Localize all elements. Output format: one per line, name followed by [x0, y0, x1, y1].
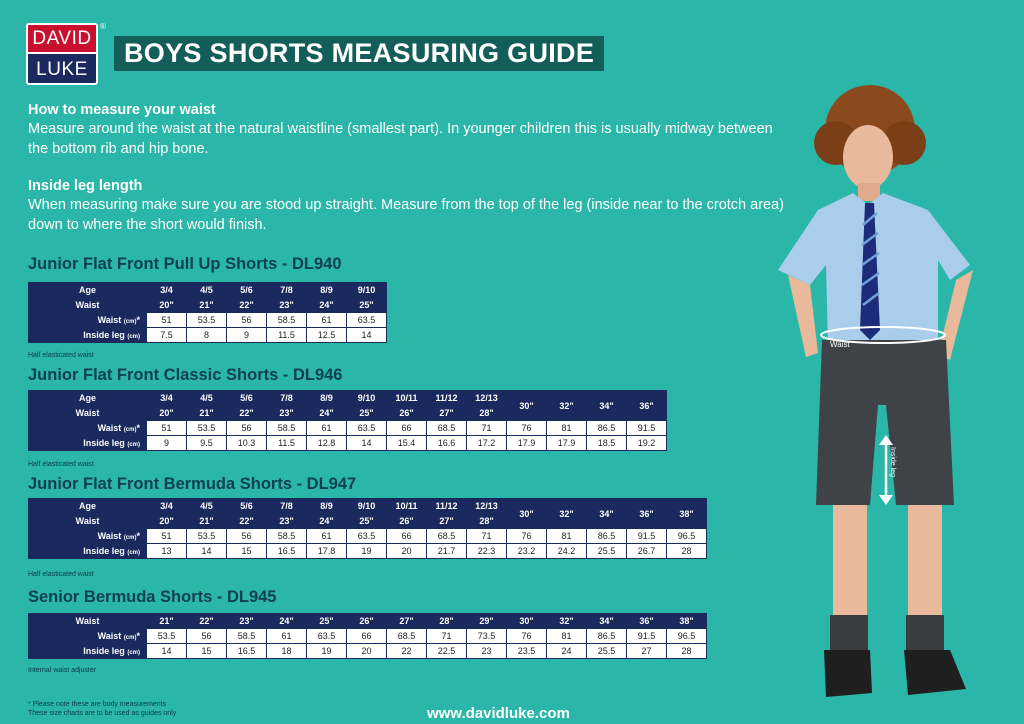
table-cell: 15 — [227, 544, 267, 559]
table-cell: 63.5 — [307, 629, 347, 644]
table-cell: 9/10 — [347, 283, 387, 298]
table-cell: 24" — [267, 614, 307, 629]
table-note-dl940: Half elasticated waist — [28, 352, 94, 359]
table-cell: 86.5 — [587, 421, 627, 436]
table-cell: 28" — [467, 514, 507, 529]
table-cell: 22.3 — [467, 544, 507, 559]
table-cell: 22" — [227, 406, 267, 421]
table-cell: 20" — [147, 298, 187, 313]
table-cell: 9/10 — [347, 391, 387, 406]
table-cell: 20 — [387, 544, 427, 559]
table-cell: 36" — [627, 614, 667, 629]
table-cell: 27" — [387, 614, 427, 629]
table-cell: 20 — [347, 644, 387, 659]
row-label-leg_cm: Inside leg (cm) — [29, 328, 147, 343]
table-cell: 56 — [227, 313, 267, 328]
table-cell: 4/5 — [187, 499, 227, 514]
table-cell: 91.5 — [627, 421, 667, 436]
table-cell: 20" — [147, 514, 187, 529]
row-label-waist: Waist — [29, 298, 147, 313]
size-table-dl945 — [28, 613, 707, 659]
table-cell: 24" — [307, 514, 347, 529]
table-cell: 19 — [307, 644, 347, 659]
table-cell: 73.5 — [467, 629, 507, 644]
table-cell: 51 — [147, 313, 187, 328]
table-cell: 21" — [187, 298, 227, 313]
table-cell: 30" — [507, 614, 547, 629]
table-cell: 86.5 — [587, 529, 627, 544]
table-cell: 28" — [467, 406, 507, 421]
table-cell: 5/6 — [227, 283, 267, 298]
table-cell: 66 — [387, 421, 427, 436]
table-cell: 20" — [147, 406, 187, 421]
table-cell: 68.5 — [427, 421, 467, 436]
table-cell: 25.5 — [587, 644, 627, 659]
table-cell: 18 — [267, 644, 307, 659]
row-label-waist_cm: Waist (cm)* — [29, 529, 147, 544]
table-title-dl945: Senior Bermuda Shorts - DL945 — [28, 588, 277, 606]
size-table-dl940 — [28, 282, 387, 343]
table-cell: 26" — [387, 514, 427, 529]
table-cell: 24" — [307, 406, 347, 421]
table-cell: 66 — [347, 629, 387, 644]
table-cell: 11.5 — [267, 328, 307, 343]
table-cell: 86.5 — [587, 629, 627, 644]
table-cell: 8 — [187, 328, 227, 343]
table-cell: 21" — [187, 406, 227, 421]
table-cell: 7/8 — [267, 283, 307, 298]
table-cell: 8/9 — [307, 391, 347, 406]
table-cell: 14 — [347, 328, 387, 343]
table-cell: 7.5 — [147, 328, 187, 343]
table-cell: 27" — [427, 514, 467, 529]
footer-note-guides-only: These size charts are to be used as guides only — [28, 710, 177, 717]
row-label-age: Age — [29, 499, 147, 514]
table-cell-waist-inch: 30" — [507, 499, 547, 529]
table-cell: 22" — [227, 514, 267, 529]
table-cell: 24.2 — [547, 544, 587, 559]
waist-text: Measure around the waist at the natural waistline (smallest part). In younger children this is usually midway between the bottom rib and hip bone. — [28, 121, 773, 157]
table-cell: 56 — [187, 629, 227, 644]
table-cell: 3/4 — [147, 499, 187, 514]
table-cell: 9/10 — [347, 499, 387, 514]
table-row-age — [29, 391, 667, 406]
table-cell: 17.9 — [507, 436, 547, 451]
table-row-waist — [29, 298, 387, 313]
table-row-leg_cm — [29, 328, 387, 343]
row-label-age: Age — [29, 391, 147, 406]
table-cell-waist-inch: 36" — [627, 391, 667, 421]
table-cell: 7/8 — [267, 391, 307, 406]
table-cell: 27" — [427, 406, 467, 421]
table-cell: 4/5 — [187, 283, 227, 298]
row-label-leg_cm: Inside leg (cm) — [29, 436, 147, 451]
table-cell: 71 — [467, 529, 507, 544]
row-label-waist: Waist — [29, 514, 147, 529]
table-cell: 15 — [187, 644, 227, 659]
leg-heading: Inside leg length — [28, 178, 143, 194]
table-cell: 9 — [147, 436, 187, 451]
table-cell: 12.8 — [307, 436, 347, 451]
table-cell: 21" — [147, 614, 187, 629]
page-title: BOYS SHORTS MEASURING GUIDE — [114, 36, 604, 71]
table-cell: 58.5 — [267, 529, 307, 544]
table-cell: 22" — [187, 614, 227, 629]
table-cell: 23" — [267, 514, 307, 529]
table-cell-waist-inch: 38" — [667, 499, 707, 529]
table-cell: 56 — [227, 421, 267, 436]
table-cell: 12/13 — [467, 391, 507, 406]
table-cell: 28 — [667, 544, 707, 559]
table-cell: 21" — [187, 514, 227, 529]
row-label-waist_cm: Waist (cm)* — [29, 313, 147, 328]
table-cell: 81 — [547, 421, 587, 436]
table-cell: 12.5 — [307, 328, 347, 343]
table-row-leg_cm — [29, 544, 707, 559]
table-cell: 61 — [307, 421, 347, 436]
table-cell: 76 — [507, 421, 547, 436]
table-cell: 71 — [427, 629, 467, 644]
table-cell-waist-inch: 34" — [587, 391, 627, 421]
table-cell: 25.5 — [587, 544, 627, 559]
table-cell: 5/6 — [227, 499, 267, 514]
size-table-dl947 — [28, 498, 707, 559]
table-cell: 29" — [467, 614, 507, 629]
size-table-dl946 — [28, 390, 667, 451]
table-cell: 91.5 — [627, 529, 667, 544]
left-shoe — [824, 650, 872, 697]
table-cell: 25" — [347, 514, 387, 529]
table-cell: 28 — [667, 644, 707, 659]
table-cell: 16.5 — [267, 544, 307, 559]
table-cell: 17.9 — [547, 436, 587, 451]
table-cell-waist-inch: 30" — [507, 391, 547, 421]
face-shape — [843, 125, 893, 189]
table-row-waist_cm — [29, 313, 387, 328]
waist-section — [28, 101, 788, 159]
footer-note-body-measurements: * Please note these are body measurements — [28, 701, 167, 708]
table-cell: 38" — [667, 614, 707, 629]
table-cell: 7/8 — [267, 499, 307, 514]
table-cell: 91.5 — [627, 629, 667, 644]
table-cell: 23 — [467, 644, 507, 659]
table-row-waist_cm — [29, 629, 707, 644]
table-title-dl946: Junior Flat Front Classic Shorts - DL946 — [28, 366, 343, 384]
table-cell: 61 — [307, 529, 347, 544]
table-cell: 23.5 — [507, 644, 547, 659]
table-cell: 71 — [467, 421, 507, 436]
table-cell: 22 — [387, 644, 427, 659]
table-cell: 23" — [227, 614, 267, 629]
row-label-waist: Waist — [29, 406, 147, 421]
table-row-leg_cm — [29, 644, 707, 659]
table-cell-waist-inch: 32" — [547, 499, 587, 529]
table-cell: 28" — [427, 614, 467, 629]
table-cell: 12/13 — [467, 499, 507, 514]
table-cell: 51 — [147, 529, 187, 544]
footer-notes — [28, 700, 176, 718]
table-title-dl940: Junior Flat Front Pull Up Shorts - DL940 — [28, 255, 342, 273]
table-cell: 68.5 — [387, 629, 427, 644]
table-cell: 10/11 — [387, 499, 427, 514]
table-cell-waist-inch: 34" — [587, 499, 627, 529]
table-cell: 22" — [227, 298, 267, 313]
table-cell: 17.8 — [307, 544, 347, 559]
registered-mark: ® — [100, 22, 106, 31]
table-cell: 25" — [347, 406, 387, 421]
table-cell: 63.5 — [347, 421, 387, 436]
table-cell: 26" — [387, 406, 427, 421]
table-row-waist — [29, 614, 707, 629]
row-label-leg_cm: Inside leg (cm) — [29, 644, 147, 659]
table-cell-waist-inch: 32" — [547, 391, 587, 421]
table-row-leg_cm — [29, 436, 667, 451]
table-cell: 61 — [307, 313, 347, 328]
right-shoe — [904, 650, 966, 695]
table-note-dl946: Half elasticated waist — [28, 461, 94, 468]
table-cell: 3/4 — [147, 283, 187, 298]
table-cell: 8/9 — [307, 499, 347, 514]
table-cell: 14 — [147, 644, 187, 659]
table-cell: 11/12 — [427, 499, 467, 514]
table-cell: 17.2 — [467, 436, 507, 451]
table-cell: 58.5 — [227, 629, 267, 644]
table-note-dl945: Internal waist adjuster — [28, 667, 97, 674]
table-cell: 53.5 — [187, 313, 227, 328]
logo-bottom-text: LUKE — [36, 59, 88, 80]
waist-measure-label: Waist — [830, 340, 850, 349]
table-cell: 10.3 — [227, 436, 267, 451]
table-cell: 23" — [267, 298, 307, 313]
table-cell: 15.4 — [387, 436, 427, 451]
table-title-dl947: Junior Flat Front Bermuda Shorts - DL947 — [28, 475, 357, 493]
table-cell: 25" — [347, 298, 387, 313]
table-cell: 5/6 — [227, 391, 267, 406]
table-row-age — [29, 283, 387, 298]
table-cell: 63.5 — [347, 529, 387, 544]
row-label-leg_cm: Inside leg (cm) — [29, 544, 147, 559]
table-cell: 24 — [547, 644, 587, 659]
table-cell: 96.5 — [667, 629, 707, 644]
table-cell: 68.5 — [427, 529, 467, 544]
leg-section — [28, 177, 788, 235]
table-cell: 76 — [507, 629, 547, 644]
table-cell: 11.5 — [267, 436, 307, 451]
table-cell: 61 — [267, 629, 307, 644]
table-cell: 14 — [347, 436, 387, 451]
table-cell: 27 — [627, 644, 667, 659]
table-note-dl947: Half elasticated waist — [28, 571, 94, 578]
table-cell: 24" — [307, 298, 347, 313]
table-cell: 23.2 — [507, 544, 547, 559]
table-cell: 56 — [227, 529, 267, 544]
table-cell: 4/5 — [187, 391, 227, 406]
table-cell: 21.7 — [427, 544, 467, 559]
table-cell: 81 — [547, 629, 587, 644]
row-label-waist: Waist — [29, 614, 147, 629]
table-cell: 26.7 — [627, 544, 667, 559]
table-cell: 96.5 — [667, 529, 707, 544]
leg-text: When measuring make sure you are stood up straight. Measure from the top of the leg (inside near to the crotch area) down to where the short would finish. — [28, 197, 785, 233]
table-cell: 22.5 — [427, 644, 467, 659]
website-url[interactable]: www.davidluke.com — [427, 705, 570, 722]
table-cell: 16.6 — [427, 436, 467, 451]
table-cell: 63.5 — [347, 313, 387, 328]
table-cell: 23" — [267, 406, 307, 421]
table-cell: 53.5 — [187, 529, 227, 544]
table-cell: 9.5 — [187, 436, 227, 451]
table-cell: 58.5 — [267, 421, 307, 436]
table-cell: 66 — [387, 529, 427, 544]
table-cell: 19 — [347, 544, 387, 559]
logo-top-text: DAVID — [28, 25, 96, 54]
table-cell: 3/4 — [147, 391, 187, 406]
table-cell: 16.5 — [227, 644, 267, 659]
table-row-age — [29, 499, 707, 514]
row-label-age: Age — [29, 283, 147, 298]
table-cell: 18.5 — [587, 436, 627, 451]
row-label-waist_cm: Waist (cm)* — [29, 629, 147, 644]
table-cell: 53.5 — [147, 629, 187, 644]
table-cell: 8/9 — [307, 283, 347, 298]
table-cell: 11/12 — [427, 391, 467, 406]
table-cell: 10/11 — [387, 391, 427, 406]
waist-heading: How to measure your waist — [28, 102, 216, 118]
table-row-waist_cm — [29, 421, 667, 436]
brand-logo — [26, 23, 98, 85]
table-cell: 26" — [347, 614, 387, 629]
table-cell: 32" — [547, 614, 587, 629]
table-cell: 51 — [147, 421, 187, 436]
table-cell: 25" — [307, 614, 347, 629]
table-row-waist_cm — [29, 529, 707, 544]
table-cell: 34" — [587, 614, 627, 629]
leg-measure-label: Inside leg — [889, 447, 896, 477]
boy-model-illustration — [778, 85, 1018, 715]
table-cell: 19.2 — [627, 436, 667, 451]
table-cell-waist-inch: 36" — [627, 499, 667, 529]
table-cell: 81 — [547, 529, 587, 544]
table-cell: 76 — [507, 529, 547, 544]
table-cell: 58.5 — [267, 313, 307, 328]
table-cell: 13 — [147, 544, 187, 559]
table-cell: 9 — [227, 328, 267, 343]
table-cell: 53.5 — [187, 421, 227, 436]
row-label-waist_cm: Waist (cm)* — [29, 421, 147, 436]
table-cell: 14 — [187, 544, 227, 559]
